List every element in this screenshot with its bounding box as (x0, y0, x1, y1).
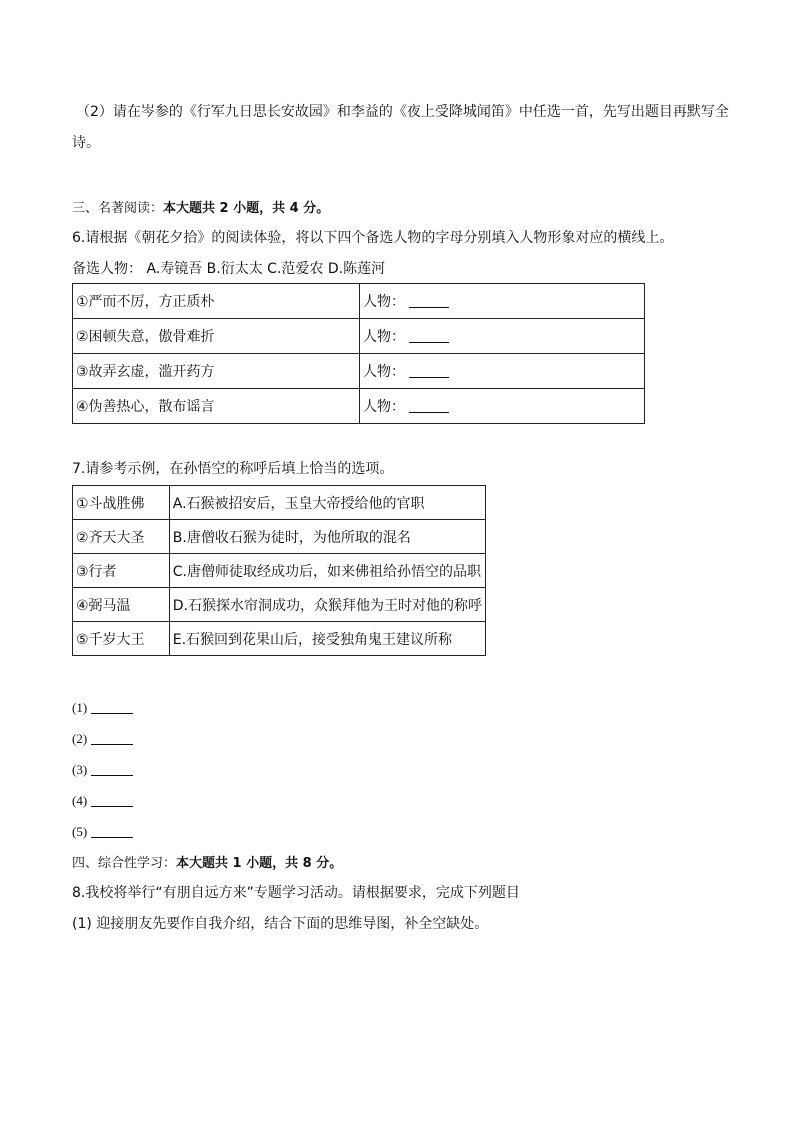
table-row (73, 354, 645, 389)
q7-prompt: 7.请参考示例，在孙悟空的称呼后填上恰当的选项。 (72, 461, 394, 477)
q7-title: ③行者 (73, 554, 170, 588)
table-row (73, 520, 486, 554)
q5-part2-line2: 诗。 (72, 135, 100, 151)
q6-answer-label: 人物： (363, 364, 405, 380)
q7-answer-1 (72, 699, 133, 716)
q7-answer-3 (72, 761, 133, 778)
q8-sub1: (1) 迎接朋友先要作自我介绍，结合下面的思维导图，补全空缺处。 (72, 916, 489, 932)
q7-title: ④弼马温 (73, 588, 170, 622)
section3-heading (72, 197, 329, 216)
q7-table (72, 485, 486, 656)
q7-option: D.石猴探水帘洞成功，众猴拜他为王时对他的称呼 (169, 588, 485, 622)
q6-answer-cell (360, 284, 645, 319)
q7-answer-blank[interactable] (91, 823, 133, 838)
q7-answer-blank[interactable] (91, 761, 133, 776)
q7-answer-number: (2) (72, 731, 88, 746)
q6-table (72, 283, 645, 424)
q7-title: ①斗战胜佛 (73, 486, 170, 520)
q6-answer-cell (360, 354, 645, 389)
q6-answer-blank[interactable] (409, 398, 449, 413)
table-row (73, 588, 486, 622)
q7-title: ⑤千岁大王 (73, 622, 170, 656)
q7-option: A.石猴被招安后，玉皇大帝授给他的官职 (169, 486, 485, 520)
table-row (73, 486, 486, 520)
table-row (73, 319, 645, 354)
q7-answer-5 (72, 823, 133, 840)
q6-answer-cell (360, 389, 645, 424)
q6-answer-cell (360, 319, 645, 354)
q6-answer-blank[interactable] (409, 293, 449, 308)
q7-answer-number: (4) (72, 793, 88, 808)
section4-heading-prefix: 四、综合性学习： (72, 856, 177, 871)
q8-prompt: 8.我校将举行“有朋自远方来”专题学习活动。请根据要求，完成下列题目 (72, 885, 520, 901)
q7-answer-4 (72, 792, 133, 809)
q6-trait: ④伪善热心，散布谣言 (73, 389, 360, 424)
table-row (73, 284, 645, 319)
q7-answer-blank[interactable] (91, 699, 133, 714)
q7-title: ②齐天大圣 (73, 520, 170, 554)
q6-trait: ①严而不厉，方正质朴 (73, 284, 360, 319)
q6-answer-label: 人物： (363, 329, 405, 345)
section4-heading (72, 852, 342, 871)
q6-answer-label: 人物： (363, 399, 405, 415)
q7-answer-blank[interactable] (91, 730, 133, 745)
q6-trait: ②困顿失意，傲骨难折 (73, 319, 360, 354)
section4-heading-score: 本大题共 1 小题，共 8 分。 (176, 856, 343, 871)
table-row (73, 554, 486, 588)
q7-answer-2 (72, 730, 133, 747)
section3-heading-prefix: 三、名著阅读： (72, 201, 164, 216)
table-row (73, 389, 645, 424)
q7-option: B.唐僧收石猴为徒时，为他所取的混名 (169, 520, 485, 554)
q6-answer-blank[interactable] (409, 328, 449, 343)
table-row (73, 622, 486, 656)
q6-trait: ③故弄玄虚，滥开药方 (73, 354, 360, 389)
q6-answer-blank[interactable] (409, 363, 449, 378)
q6-answer-label: 人物： (363, 294, 405, 310)
q7-option: E.石猴回到花果山后，接受独角鬼王建议所称 (169, 622, 485, 656)
q6-prompt: 6.请根据《朝花夕拾》的阅读体验，将以下四个备选人物的字母分别填入人物形象对应的横线上。 (72, 230, 674, 246)
q7-answer-number: (3) (72, 762, 88, 777)
section3-heading-score: 本大题共 2 小题，共 4 分。 (163, 201, 330, 216)
q5-part2-line1: （2）请在岑参的《行军九日思长安故园》和李益的《夜上受降城闻笛》中任选一首，先写出题目再默写全 (76, 104, 729, 120)
q6-candidates: 备选人物： A.寿镜吾 B.衍太太 C.范爱农 D.陈莲河 (72, 261, 386, 277)
q7-answer-number: (1) (72, 700, 88, 715)
q7-option: C.唐僧师徒取经成功后，如来佛祖给孙悟空的品职 (169, 554, 485, 588)
q7-answer-number: (5) (72, 824, 88, 839)
q7-answer-blank[interactable] (91, 792, 133, 807)
